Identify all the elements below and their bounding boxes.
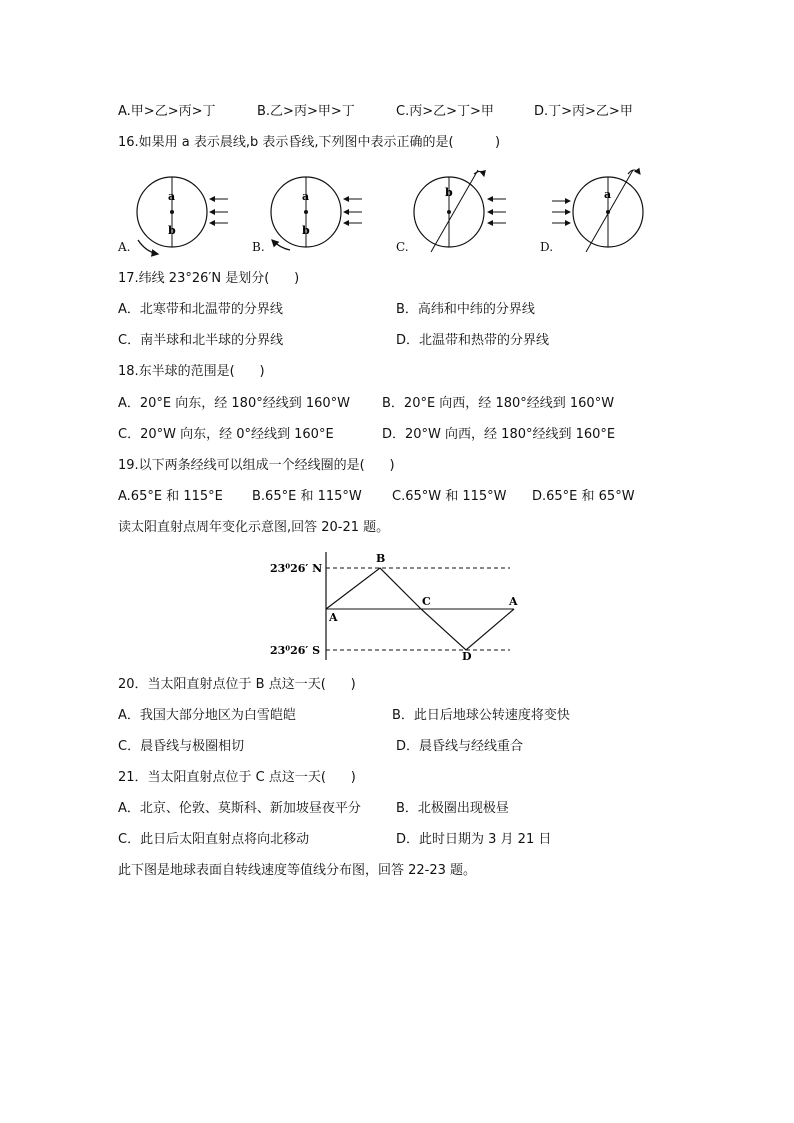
q16-fig-label-d: D. [540, 240, 554, 254]
q21-option-d: D．此时日期为 3 月 21 日 [396, 832, 552, 847]
q16-figures [118, 166, 658, 258]
q16-c-label-b: b [445, 186, 453, 199]
q17-option-b: B．高纬和中纬的分界线 [396, 302, 535, 317]
q20-stem: 20．当太阳直射点位于 B 点这一天( ) [118, 677, 356, 692]
q15-option-d: D.丁>丙>乙>甲 [534, 104, 633, 119]
q18-option-a: A．20°E 向东，经 180°经线到 160°W [118, 396, 351, 411]
q19-option-a: A.65°E 和 115°E [118, 489, 223, 504]
q19-option-d: D.65°E 和 65°W [532, 489, 635, 504]
q16-figure-b [271, 177, 362, 250]
q16-d-label-a: a [604, 188, 612, 201]
sun-point-d: D [462, 650, 472, 663]
q17-stem: 17.纬线 23°26′N 是划分( ) [118, 271, 300, 286]
sun-point-a-left: A [329, 611, 338, 624]
q15-option-c: C.丙>乙>丁>甲 [396, 104, 494, 119]
q17-option-d: D．北温带和热带的分界线 [396, 333, 550, 348]
sun-point-diagram [266, 548, 526, 666]
q19-stem: 19.以下两条经线可以组成一个经线圈的是( ) [118, 458, 395, 473]
q16-b-label-a: a [302, 190, 310, 203]
q18-stem: 18.东半球的范围是( ) [118, 364, 265, 379]
intro-22-23: 此下图是地球表面自转线速度等值线分布图，回答 22-23 题。 [118, 863, 477, 878]
q16-fig-label-b: B. [252, 240, 265, 254]
sun-north-label: 23⁰26′ N [270, 562, 323, 575]
q16-figure-a [137, 177, 228, 254]
q20-option-b: B．此日后地球公转速度将变快 [392, 708, 570, 723]
q21-stem: 21．当太阳直射点位于 C 点这一天( ) [118, 770, 356, 785]
q21-option-b: B．北极圈出现极昼 [396, 801, 509, 816]
sun-point-b: B [376, 552, 386, 565]
q15-option-a: A.甲>乙>丙>丁 [118, 104, 216, 119]
q16-figure-c [414, 170, 506, 252]
q16-a-label-a: a [168, 190, 176, 203]
q16-stem: 16.如果用 a 表示晨线,b 表示昏线,下列图中表示正确的是( ) [118, 135, 501, 150]
intro-20-21: 读太阳直射点周年变化示意图,回答 20-21 题。 [118, 520, 390, 535]
q21-option-a: A．北京、伦敦、莫斯科、新加坡昼夜平分 [118, 801, 361, 816]
q21-option-c: C．此日后太阳直射点将向北移动 [118, 832, 310, 847]
q17-option-c: C．南半球和北半球的分界线 [118, 333, 284, 348]
q20-option-c: C．晨昏线与极圈相切 [118, 739, 245, 754]
q15-option-b: B.乙>丙>甲>丁 [257, 104, 355, 119]
q20-option-a: A．我国大部分地区为白雪皑皑 [118, 708, 296, 723]
q16-a-label-b: b [168, 224, 176, 237]
sun-point-c: C [422, 595, 431, 608]
q20-option-d: D．晨昏线与经线重合 [396, 739, 524, 754]
q19-option-c: C.65°W 和 115°W [392, 489, 507, 504]
q16-b-label-b: b [302, 224, 310, 237]
q19-option-b: B.65°E 和 115°W [252, 489, 362, 504]
q16-fig-label-a: A. [118, 240, 131, 254]
q18-option-b: B．20°E 向西，经 180°经线到 160°W [382, 396, 615, 411]
q17-option-a: A．北寒带和北温带的分界线 [118, 302, 283, 317]
q18-option-c: C．20°W 向东，经 0°经线到 160°E [118, 427, 334, 442]
q16-figure-d [552, 170, 643, 252]
sun-south-label: 23⁰26′ S [270, 644, 321, 657]
q16-fig-label-c: C. [396, 240, 409, 254]
q18-option-d: D．20°W 向西，经 180°经线到 160°E [382, 427, 616, 442]
sun-point-a-right: A [509, 595, 518, 608]
